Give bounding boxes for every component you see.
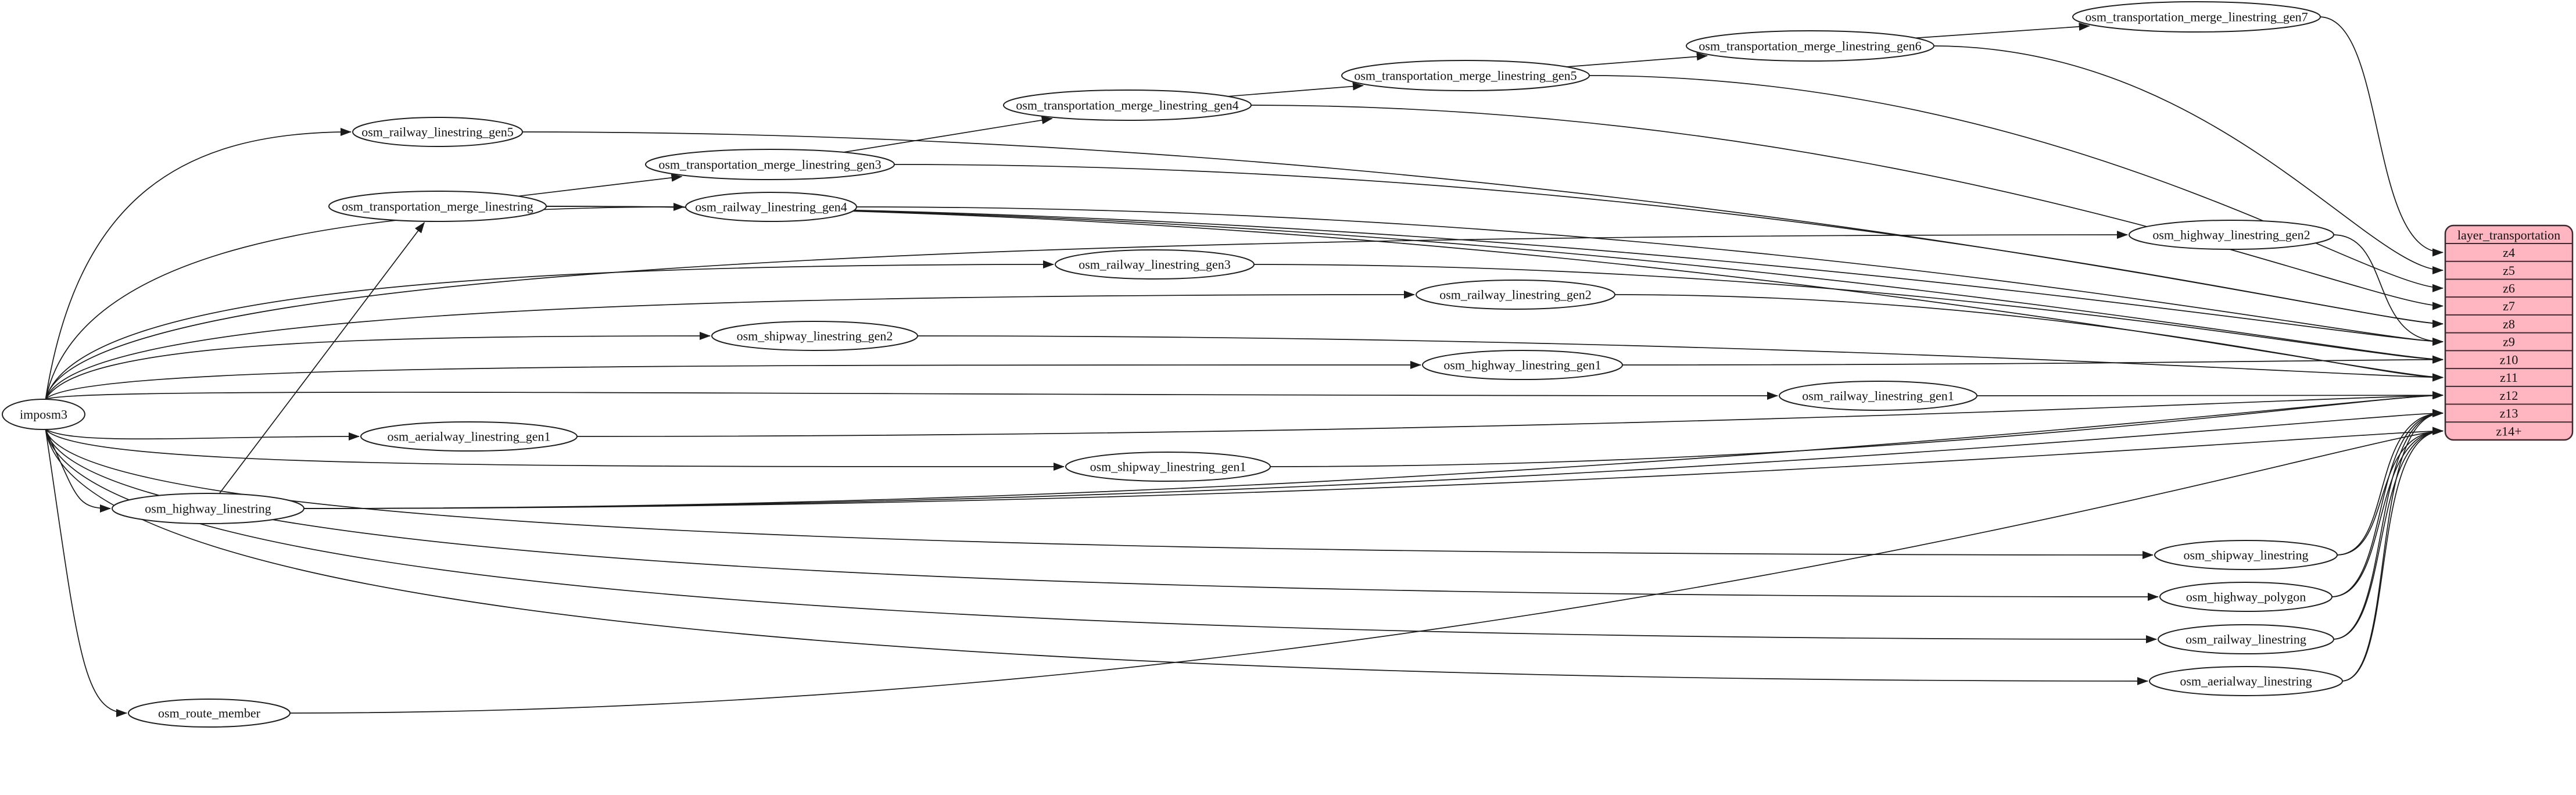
record-row-z8: z8 <box>2503 316 2515 331</box>
record-row-z11: z11 <box>2500 370 2518 385</box>
record-row-z12: z12 <box>2499 388 2518 403</box>
node-label: osm_transportation_merge_linestring_gen3 <box>658 157 882 172</box>
edge-osm_highway_linestring-to-z14+ <box>303 431 2443 508</box>
node-osm_transportation_merge_linestring_gen7 <box>2073 2 2320 32</box>
node-label: osm_highway_linestring <box>145 501 271 516</box>
node-label: osm_route_member <box>158 706 260 721</box>
node-label: osm_shipway_linestring_gen1 <box>1090 459 1246 474</box>
node-osm_aerialway_linestring_gen1 <box>361 422 577 451</box>
node-osm_route_member <box>128 699 290 727</box>
node-label: osm_aerialway_linestring <box>2180 674 2312 689</box>
edge-imposm3-to-osm_aerialway_linestring_gen1 <box>45 429 359 439</box>
edge-osm_transportation_merge_linestring_gen5-to-z6 <box>1588 76 2443 288</box>
edge-osm_transportation_merge_linestring_gen4-to-osm_transportation_merge_linestring_gen5 <box>1228 85 1363 96</box>
node-osm_highway_linestring_gen1 <box>1423 350 1622 379</box>
node-label: osm_transportation_merge_linestring_gen4 <box>1016 98 1239 113</box>
node-osm_transportation_merge_linestring_gen6 <box>1686 31 1934 61</box>
node-osm_highway_polygon <box>2160 582 2332 611</box>
edge-osm_transportation_merge_linestring_gen7-to-z4 <box>2319 17 2443 252</box>
edge-imposm3-to-osm_railway_linestring_gen1 <box>45 392 1778 399</box>
node-osm_highway_linestring_gen2 <box>2129 220 2334 249</box>
node-osm_railway_linestring_gen5 <box>353 117 522 146</box>
edge-osm_route_member-to-z14+ <box>289 431 2443 713</box>
node-label: osm_railway_linestring_gen3 <box>1079 257 1231 272</box>
node-osm_highway_linestring <box>112 493 304 524</box>
node-label: osm_shipway_linestring <box>2183 547 2309 563</box>
record-title: layer_transportation <box>2457 228 2561 243</box>
edge-imposm3-to-osm_highway_polygon <box>45 429 2158 597</box>
edge-osm_shipway_linestring-to-z14+ <box>2336 431 2443 555</box>
record-row-z7: z7 <box>2503 299 2515 314</box>
edge-imposm3-to-osm_shipway_linestring_gen2 <box>45 336 710 399</box>
node-osm_railway_linestring <box>2158 625 2334 654</box>
edge-imposm3-to-osm_route_member <box>45 429 127 713</box>
node-label: osm_railway_linestring_gen2 <box>1439 287 1592 302</box>
record-row-z4: z4 <box>2503 245 2515 260</box>
edge-osm_aerialway_linestring_gen1-to-z12 <box>576 395 2443 436</box>
node-label: osm_railway_linestring <box>2186 632 2306 647</box>
record-row-z9: z9 <box>2503 334 2515 349</box>
node-osm_railway_linestring_gen4 <box>686 192 857 221</box>
record-row-z10: z10 <box>2499 352 2518 367</box>
node-osm_railway_linestring_gen2 <box>1416 280 1615 309</box>
node-label: osm_transportation_merge_linestring <box>342 199 533 214</box>
edge-osm_transportation_merge_linestring_gen5-to-osm_transportation_merge_linestring_gen6 <box>1567 56 1707 67</box>
edge-osm_transportation_merge_linestring_gen3-to-osm_transportation_merge_linestring_gen4 <box>843 119 1052 152</box>
edge-osm_highway_linestring-to-osm_transportation_merge_linestring <box>220 223 425 493</box>
node-label: osm_railway_linestring_gen5 <box>361 124 514 139</box>
node-label: osm_transportation_merge_linestring_gen5 <box>1354 68 1577 83</box>
node-label: osm_railway_linestring_gen4 <box>695 199 847 214</box>
node-osm_transportation_merge_linestring_gen5 <box>1342 60 1589 91</box>
record-row-z13: z13 <box>2499 406 2518 421</box>
node-label: osm_aerialway_linestring_gen1 <box>387 429 551 444</box>
edge-imposm3-to-osm_highway_linestring_gen1 <box>45 365 1421 399</box>
node-osm_aerialway_linestring <box>2149 667 2342 696</box>
node-label: osm_railway_linestring_gen1 <box>1802 388 1954 403</box>
edge-osm_highway_linestring_gen1-to-z10 <box>1621 360 2443 365</box>
edge-osm_transportation_merge_linestring_gen4-to-z7 <box>1250 105 2443 306</box>
node-label: imposm3 <box>20 407 67 422</box>
record-layer_transportation <box>2445 225 2573 440</box>
node-label: osm_transportation_merge_linestring_gen7 <box>2085 9 2308 24</box>
node-imposm3 <box>2 399 85 429</box>
edge-osm_transportation_merge_linestring_gen6-to-osm_transportation_merge_linestring_gen7 <box>1915 26 2089 38</box>
edge-osm_highway_linestring-to-z12 <box>303 395 2443 508</box>
edge-osm_transportation_merge_linestring-to-osm_transportation_merge_linestring_gen3 <box>518 177 682 196</box>
node-osm_shipway_linestring_gen1 <box>1066 452 1270 481</box>
edge-osm_railway_linestring_gen3-to-z10 <box>1253 264 2443 360</box>
edge-imposm3-to-osm_railway_linestring_gen5 <box>45 132 351 399</box>
node-osm_transportation_merge_linestring_gen4 <box>1004 90 1251 120</box>
record-row-z6: z6 <box>2503 281 2515 296</box>
node-label: osm_highway_linestring_gen1 <box>1443 357 1602 373</box>
edge-osm_highway_linestring-to-z13 <box>303 413 2443 508</box>
node-label: osm_transportation_merge_linestring_gen6 <box>1699 38 1922 53</box>
node-osm_shipway_linestring_gen2 <box>712 321 918 350</box>
node-label: osm_highway_polygon <box>2186 589 2306 604</box>
node-osm_railway_linestring_gen3 <box>1055 250 1254 279</box>
node-label: osm_highway_linestring_gen2 <box>2152 227 2310 242</box>
edge-osm_railway_linestring_gen1-to-z12 <box>1976 395 2443 396</box>
node-osm_railway_linestring_gen1 <box>1779 381 1977 410</box>
record-row-z5: z5 <box>2503 263 2515 278</box>
record-row-z14+: z14+ <box>2496 424 2522 439</box>
node-osm_transportation_merge_linestring_gen3 <box>646 149 894 180</box>
node-osm_transportation_merge_linestring <box>329 191 546 221</box>
edge-osm_highway_linestring_gen2-to-z9 <box>2333 235 2443 342</box>
node-osm_shipway_linestring <box>2155 540 2337 570</box>
node-label: osm_shipway_linestring_gen2 <box>736 328 893 343</box>
